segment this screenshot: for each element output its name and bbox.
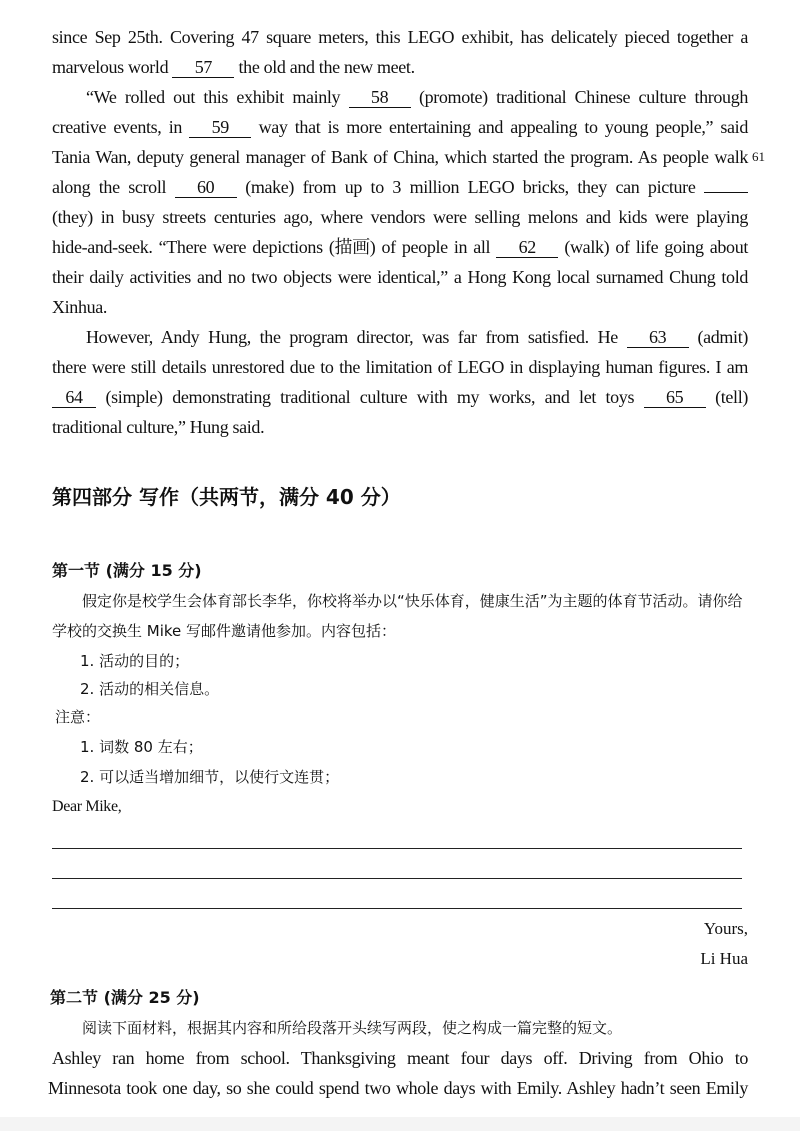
passage-line-content [52,115,748,139]
answer-blank[interactable]: 62 [496,237,558,258]
answer-blank[interactable] [704,192,748,193]
answer-blank[interactable]: 57 [172,57,234,78]
passage-line-content [52,145,748,169]
story-text: Minnesota took one day, so she could spend two whole days with Emily. Ashley hadn’t seen Emily [48,1078,748,1098]
passage-text: However, Andy Hung, the program director, was far from satisfied. He [86,327,627,347]
content-item: 1. 活动的目的； [80,652,190,670]
passage-line [52,145,748,169]
part2-instruction: 阅读下面材料，根据其内容和所给段落开头续写两段，使之构成一篇完整的短文。 [82,1019,623,1037]
answer-blank[interactable]: 59 [189,117,251,138]
passage-line [52,55,748,79]
passage-text: (make) from up to 3 million LEGO bricks, they can picture [236,177,704,197]
notes-label: 注意： [55,708,101,726]
passage-line [52,385,748,409]
answer-blank[interactable]: 64 [52,387,96,408]
passage-line-content [52,415,264,439]
stray-blank-number: 61 [752,149,765,164]
passage-line-content [52,55,415,79]
passage-text: the old and the new meet. [234,57,415,77]
story-text: Ashley ran home from school. Thanksgiving meant four days off. Driving from Ohio to [52,1048,748,1068]
passage-text: (simple) demonstrating traditional culture with my works, and let toys [96,387,644,407]
passage-line-content [52,295,107,319]
closing: Yours, [703,919,748,938]
note-item: 2. 可以适当增加细节，以使行文连贯； [80,768,340,786]
passage-line-content [52,25,748,49]
part1-prompt-line1: 假定你是校学生会体育部长李华，你校将举办以“快乐体育，健康生活”为主题的体育节活动。请你给 [82,592,743,610]
passage-text: hide-and-seek. “There were depictions (描画) of people in all [52,237,497,257]
passage-line [52,205,748,229]
page-bottom-edge [0,1117,800,1131]
passage-line [52,235,748,259]
story-line [52,1046,748,1070]
passage-text: marvelous world [52,57,173,77]
passage-line [52,25,748,49]
passage-text: creative events, in [52,117,190,137]
answer-blank[interactable]: 58 [349,87,411,108]
passage-line-content [52,175,748,199]
passage-line-content [52,355,748,379]
writing-line[interactable] [52,878,742,879]
passage-line [52,115,748,139]
passage-text: Xinhua. [52,297,108,317]
passage-line [52,325,748,349]
passage-line [52,355,748,379]
passage-line [52,85,748,109]
passage-text: traditional culture,” Hung said. [52,417,265,437]
passage-text: “We rolled out this exhibit mainly [86,87,349,107]
passage-text: Tania Wan, deputy general manager of Bank of China, which started the program. As people walk [52,147,748,167]
passage-text: since Sep 25th. Covering 47 square meters, this LEGO exhibit, has delicately pieced together a [52,27,748,47]
story-line [48,1076,748,1100]
salutation: Dear Mike, [52,798,122,815]
passage-text: (tell) [705,387,748,407]
passage-line [52,295,748,319]
passage-text: (they) in busy streets centuries ago, where vendors were selling melons and kids were playing [52,207,748,227]
answer-blank[interactable]: 60 [175,177,237,198]
answer-blank[interactable]: 63 [627,327,689,348]
passage-line-content [52,205,748,229]
passage-line [52,415,748,439]
section-title: 第四部分 写作（共两节，满分 40 分） [52,485,401,509]
passage-text: (walk) of life going about [558,237,748,257]
passage-text: way that is more entertaining and appealing to young people,” said [251,117,748,137]
answer-blank[interactable]: 65 [644,387,706,408]
part2-title: 第二节 (满分 25 分) [50,988,200,1007]
passage-text: (admit) [688,327,748,347]
passage-line-content [52,265,748,289]
passage-text: there were still details unrestored due to the limitation of LEGO in displaying human figures. I am [52,357,748,377]
content-item: 2. 活动的相关信息。 [80,680,220,698]
writing-line[interactable] [52,848,742,849]
note-item: 1. 词数 80 左右； [80,738,203,756]
passage-line-content [52,385,748,409]
passage-line [52,265,748,289]
passage-line-content [52,235,748,259]
passage-text: (promote) traditional Chinese culture through [410,87,748,107]
passage-line-content [86,85,748,109]
signature: Li Hua [700,949,748,968]
writing-line[interactable] [52,908,742,909]
part1-prompt-line2: 学校的交换生 Mike 写邮件邀请他参加。内容包括： [52,622,397,640]
part1-title: 第一节 (满分 15 分) [52,561,202,580]
passage-line-content [86,325,748,349]
passage-text: their daily activities and no two objects were identical,” a Hong Kong local surnamed Chung told [52,267,748,287]
passage-text: along the scroll [52,177,175,197]
passage-line [52,175,748,199]
